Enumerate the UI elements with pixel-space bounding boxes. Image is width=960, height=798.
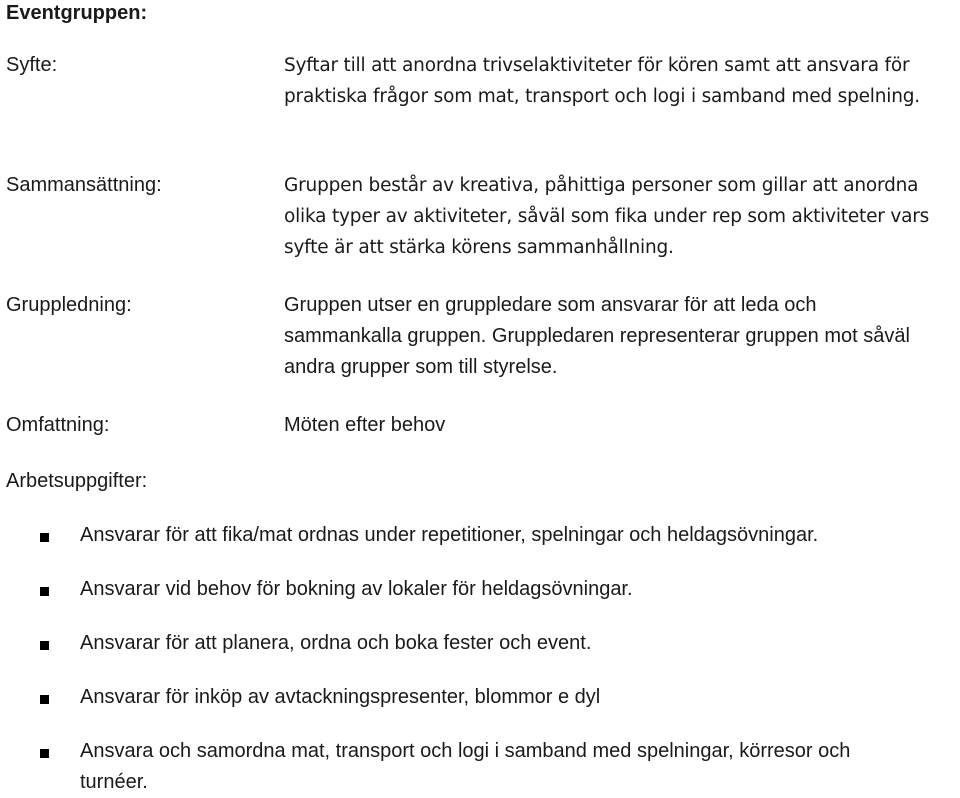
sammansattning-line: syfte är att stärka körens sammanhållning. <box>284 237 674 258</box>
content-omfattning <box>284 410 956 441</box>
syfte-line: Syftar till att anordna trivselaktiviteter för kören samt att ansvara för <box>284 55 910 76</box>
gruppledning-line: Gruppen utser en gruppledare som ansvarar för att leda och <box>284 294 817 316</box>
task-text: Ansvarar för inköp av avtackningspresenter, blommor e dyl <box>80 686 601 708</box>
label-gruppledning: Gruppledning: <box>6 294 132 316</box>
square-bullet-icon <box>40 695 49 704</box>
task-text: turnéer. <box>80 771 148 793</box>
content-sammansattning <box>284 170 956 263</box>
square-bullet-icon <box>40 587 49 596</box>
label-sammansattning: Sammansättning: <box>6 174 162 196</box>
task-text: Ansvarar för att fika/mat ordnas under repetitioner, spelningar och heldagsövningar. <box>80 524 819 546</box>
omfattning-line: Möten efter behov <box>284 414 446 436</box>
label-omfattning: Omfattning: <box>6 414 110 436</box>
gruppledning-line: sammankalla gruppen. Gruppledaren representerar gruppen mot såväl <box>284 325 910 347</box>
square-bullet-icon <box>40 749 49 758</box>
task-text: Ansvarar vid behov för bokning av lokaler för heldagsövningar. <box>80 578 633 600</box>
sammansattning-line: Gruppen består av kreativa, påhittiga personer som gillar att anordna <box>284 175 919 196</box>
content-gruppledning <box>284 290 956 383</box>
square-bullet-icon <box>40 641 49 650</box>
task-text: Ansvarar för att planera, ordna och boka fester och event. <box>80 632 592 654</box>
gruppledning-line: andra grupper som till styrelse. <box>284 356 558 378</box>
label-arbetsuppgifter: Arbetsuppgifter: <box>6 470 148 492</box>
document-heading: Eventgruppen: <box>6 2 148 24</box>
label-syfte: Syfte: <box>6 54 58 76</box>
content-syfte <box>284 50 956 112</box>
task-text: Ansvara och samordna mat, transport och logi i samband med spelningar, körresor och <box>80 740 851 762</box>
sammansattning-line: olika typer av aktiviteter, såväl som fika under rep som aktiviteter vars <box>284 206 930 227</box>
square-bullet-icon <box>40 533 49 542</box>
syfte-line: praktiska frågor som mat, transport och logi i samband med spelning. <box>284 86 920 107</box>
